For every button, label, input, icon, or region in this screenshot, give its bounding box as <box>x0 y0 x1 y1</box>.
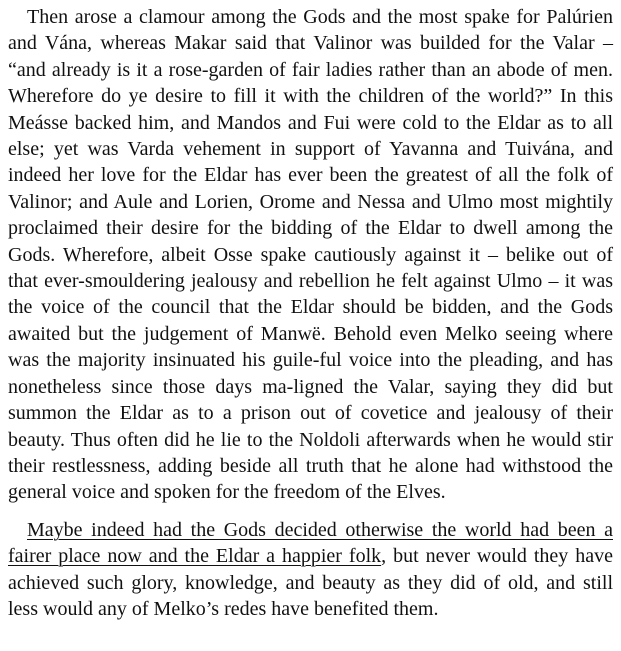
document-page <box>8 4 613 622</box>
paragraph-1-text: Then arose a clamour among the Gods and the most spake for Palúrien and Vána, whereas Makar said that Valinor was builded for the Valar – “and already is it a rose-garden of fair ladies rather than an abode of men. Wherefore do ye desire to fill it with the children of the world?” In this Meásse backed him, and Mandos and Fui were cold to the Eldar as to all else; yet was Varda vehement in support of Yavanna and Tuivána, and indeed her love for the Eldar has ever been the greatest of all the folk of Valinor; and Aule and Lorien, Orome and Nessa and Ulmo most mightily proclaimed their desire for the bidding of the Eldar to dwell among the Gods. Wherefore, albeit Osse spake cautiously against it – belike out of that ever-smouldering jealousy and rebellion he felt against Ulmo – it was the voice of the council that the Eldar should be bidden, and the Gods awaited but the judgement of Manwë. Behold even Melko seeing where was the majority insinuated his guile-ful voice into the pleading, and has nonetheless since those days ma-ligned the Valar, saying they did but summon the Eldar as to a prison out of covetice and jealousy of their beauty. Thus often did he lie to the Noldoli afterwards when he would stir their restlessness, adding beside all truth that he alone had withstood the general voice and spoken for the freedom of the Elves. <box>8 6 613 504</box>
paragraph-1 <box>8 4 613 506</box>
paragraph-2-text: , but never would they have achieved such glory, knowledge, and beauty as they did of old, and still less would any of Melko’s redes have benefited them. <box>8 545 613 620</box>
paragraph-2 <box>8 517 613 623</box>
underlined-passage: Maybe indeed had the Gods decided otherwise the world had been a fairer place now and the Eldar a happier folk <box>8 518 613 568</box>
